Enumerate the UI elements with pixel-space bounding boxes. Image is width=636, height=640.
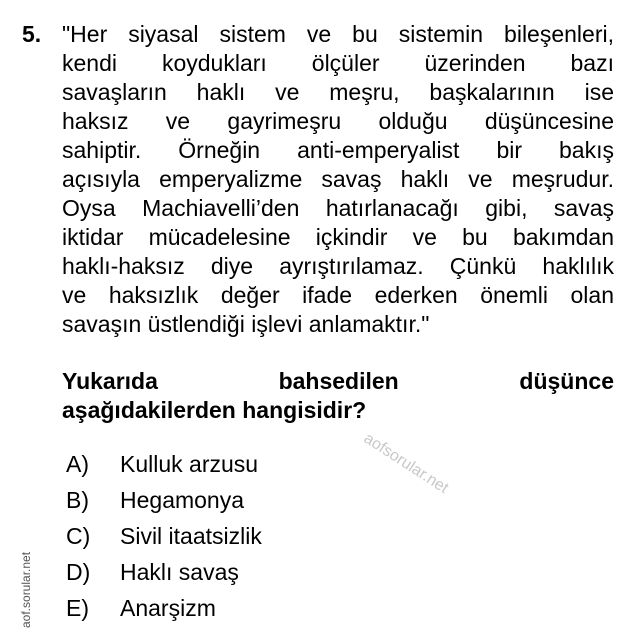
answer-options: [62, 446, 262, 626]
option-b[interactable]: [62, 482, 262, 518]
passage-line: savaşın üstlendiği işlevi anlamaktır.": [62, 311, 430, 337]
option-letter: A): [66, 451, 89, 477]
side-watermark: aof.sorular.net: [19, 551, 33, 628]
passage-line: ve haksızlık değer ifade ederken önemli olan: [62, 282, 614, 308]
option-text: Sivil itaatsizlik: [120, 523, 262, 549]
option-c[interactable]: [62, 518, 262, 554]
option-e[interactable]: [62, 590, 262, 626]
prompt-line: aşağıdakilerden hangisidir?: [62, 397, 367, 423]
option-letter: E): [66, 595, 89, 621]
option-letter: C): [66, 523, 91, 549]
passage-line: iktidar mücadelesine içkindir ve bu bakımdan: [62, 224, 614, 250]
option-text: Kulluk arzusu: [120, 451, 259, 477]
option-text: Haklı savaş: [120, 559, 239, 585]
passage-line: haksız ve gayrimeşru olduğu düşüncesine: [62, 108, 614, 134]
option-letter: D): [66, 559, 91, 585]
passage-line: savaşların haklı ve meşru, başkalarının ise: [62, 79, 614, 105]
option-text: Anarşizm: [120, 595, 216, 621]
passage-line: "Her siyasal sistem ve bu sistemin bileşenleri,: [62, 21, 614, 47]
passage-line: haklı-haksız diye ayrıştırılamaz. Çünkü haklılık: [62, 253, 614, 279]
option-a[interactable]: [62, 446, 262, 482]
passage-line: sahiptir. Örneğin anti-emperyalist bir bakış: [62, 137, 614, 163]
option-letter: B): [66, 487, 89, 513]
passage-line: Oysa Machiavelli’den hatırlanacağı gibi, savaş: [62, 195, 614, 221]
diagonal-watermark: aofsorular.net: [360, 430, 452, 498]
question-prompt: [62, 367, 614, 425]
prompt-line: Yukarıda bahsedilen düşünce: [62, 368, 614, 394]
passage-line: kendi koydukları ölçüler üzerinden bazı: [62, 50, 614, 76]
passage-line: açısıyla emperyalizme savaş haklı ve meşrudur.: [62, 166, 614, 192]
question-passage: [62, 20, 614, 339]
question-number: 5.: [22, 21, 42, 47]
option-d[interactable]: [62, 554, 262, 590]
option-text: Hegamonya: [120, 487, 245, 513]
